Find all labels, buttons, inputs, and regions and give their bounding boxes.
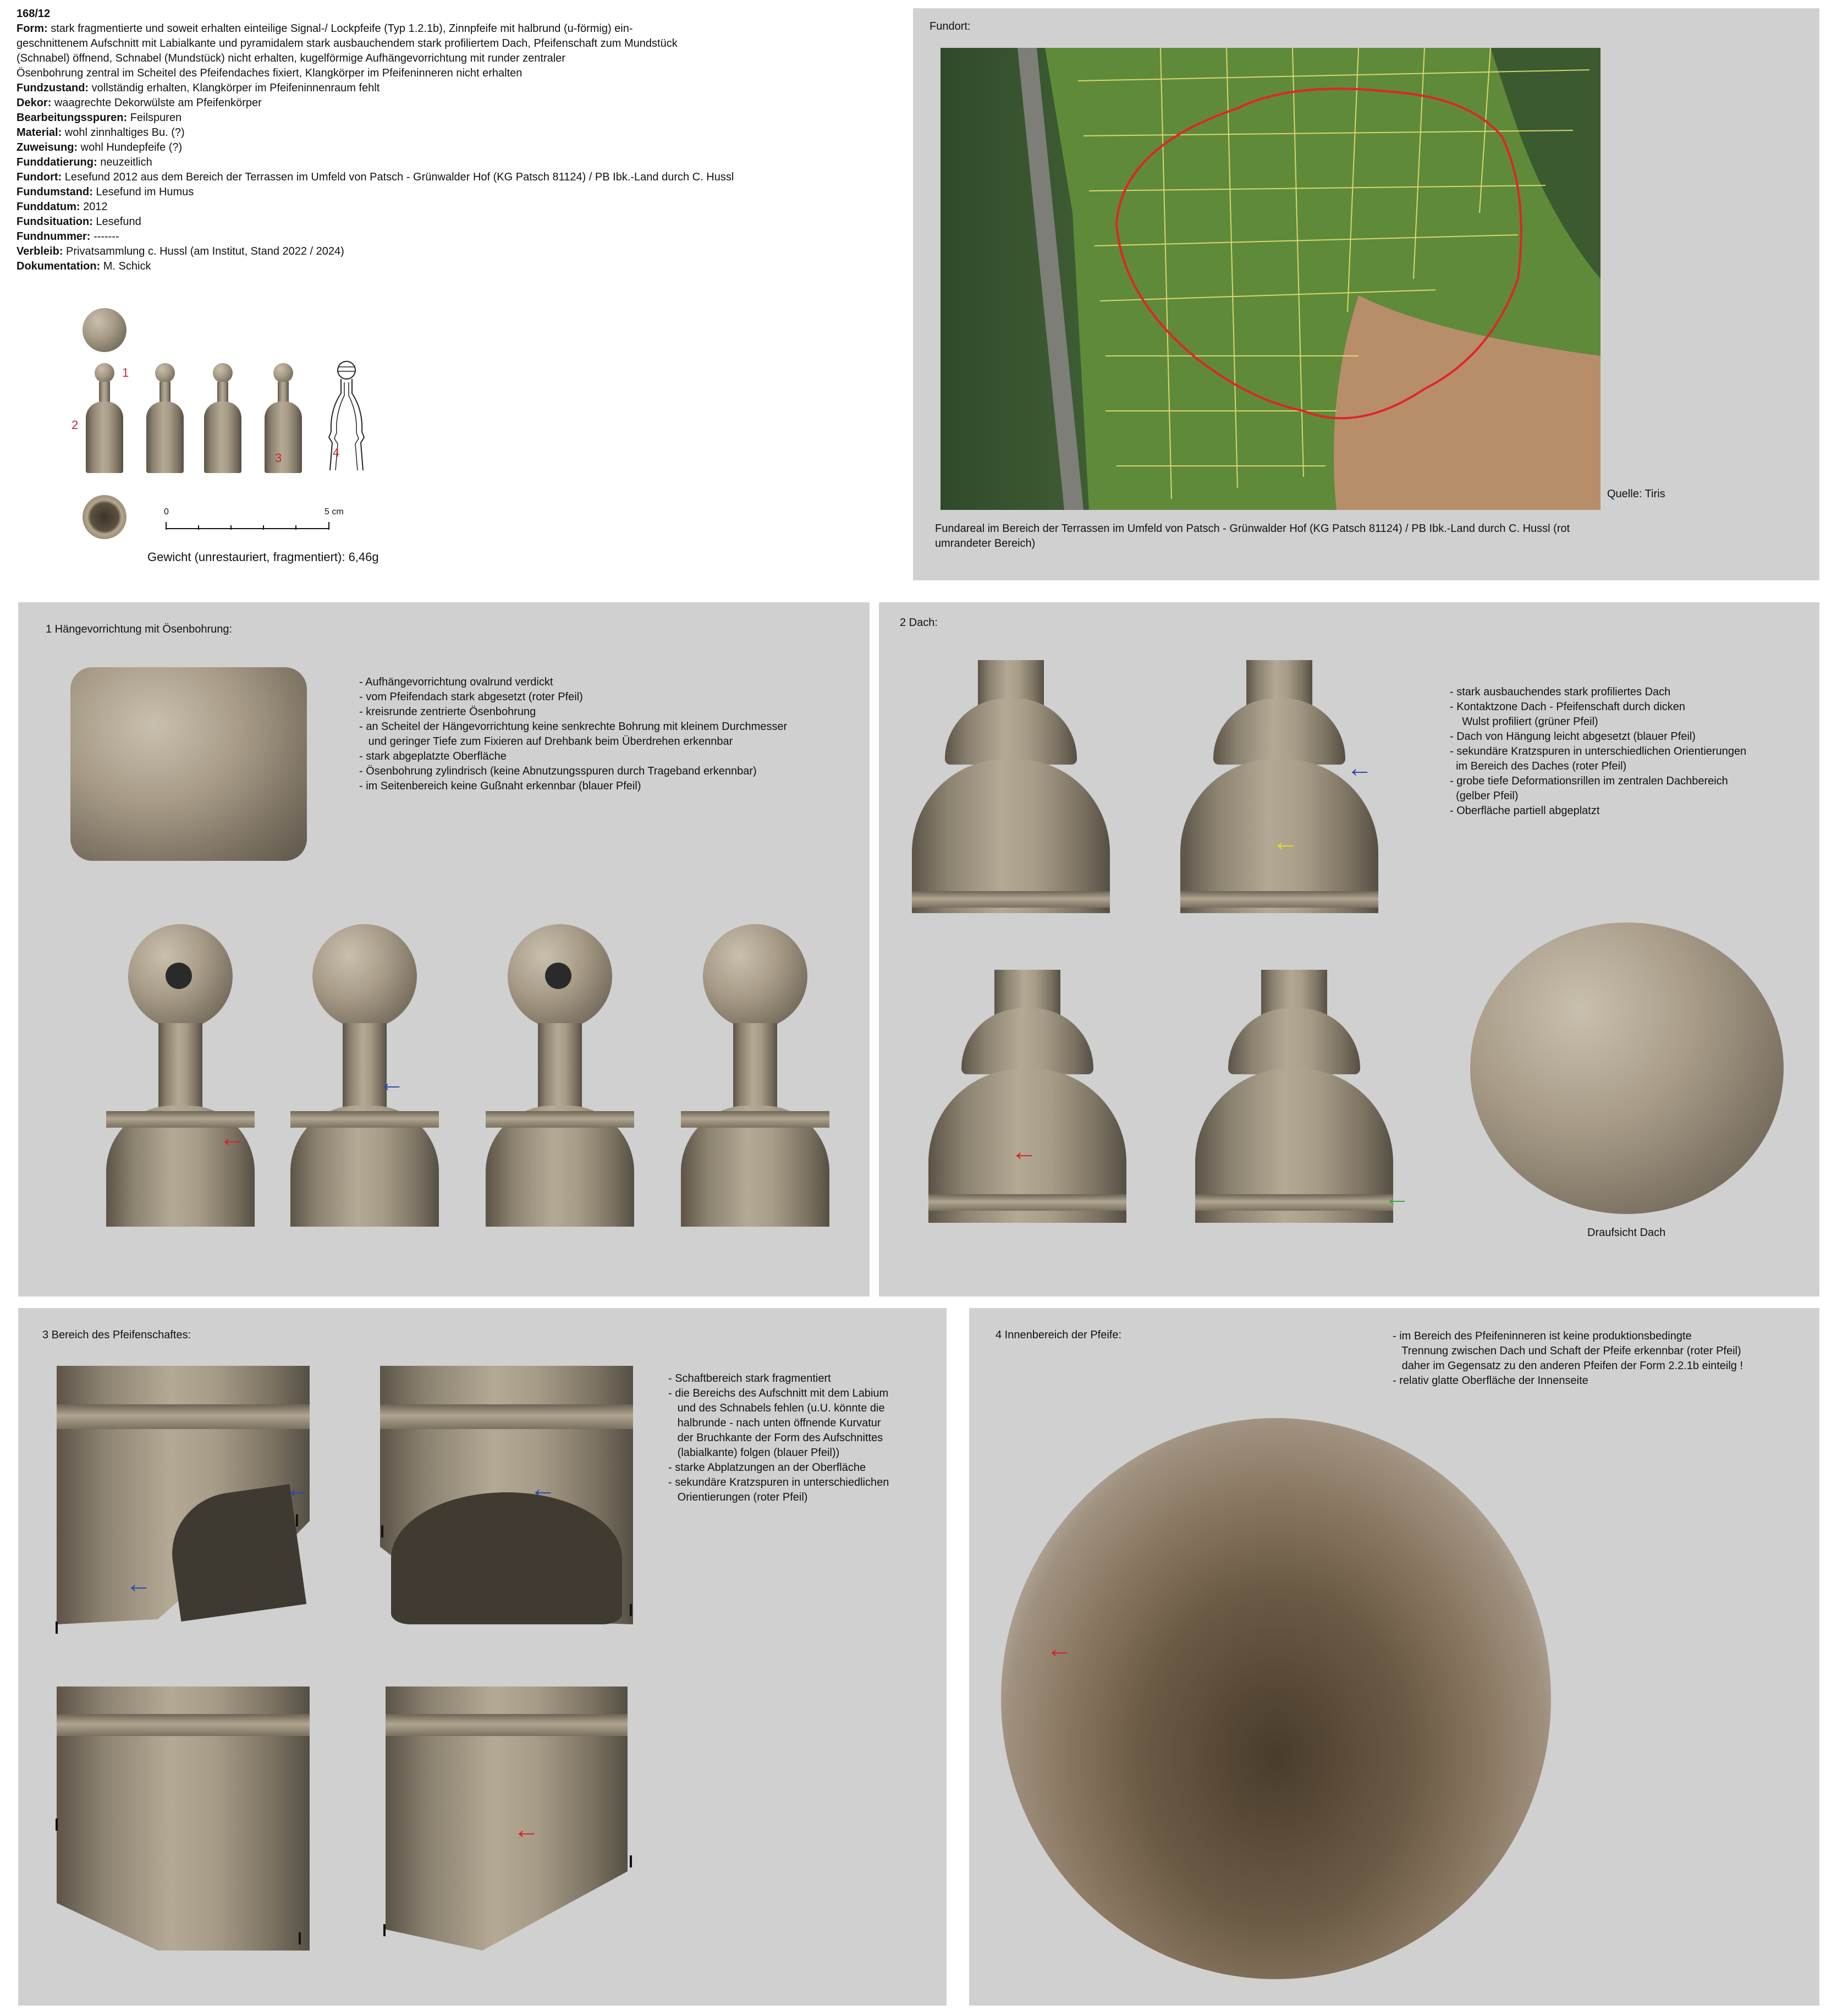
field-value: Feilspuren <box>127 112 182 124</box>
red-arrow-2: ← <box>1011 1137 1037 1166</box>
tick-mark <box>630 1604 632 1616</box>
panel3-title: 3 Bereich des Pfeifenschaftes: <box>42 1329 191 1341</box>
roof-view-3-photo <box>928 970 1126 1223</box>
description-line <box>16 185 886 200</box>
field-value: wohl Hundepfeife (?) <box>78 141 183 153</box>
note-item: Trennung zwischen Dach und Schaft der Pfeife erkennbar (roter Pfeil) <box>1393 1345 1741 1357</box>
scale-bar <box>165 520 330 531</box>
description-line <box>16 125 886 140</box>
fundort-title: Fundort: <box>930 20 971 32</box>
red-arrow-1: ← <box>219 1123 245 1152</box>
aerial-map <box>941 48 1601 510</box>
field-value: neuzeitlich <box>97 156 152 168</box>
field-value: waagrechte Dekorwülste am Pfeifenkörper <box>51 97 262 109</box>
section-drawing <box>324 360 369 481</box>
description-line <box>16 200 886 215</box>
description-line <box>16 140 886 155</box>
note-item: daher im Gegensatz zu den anderen Pfeifen der Form 2.2.1b einteilg ! <box>1393 1360 1744 1372</box>
object-description <box>16 7 886 274</box>
panel1-notes <box>359 675 787 794</box>
note-item: - Oberfläche partiell abgeplatzt <box>1450 805 1600 817</box>
note-item: - die Bereichs des Aufschnitt mit dem Labium <box>668 1387 889 1399</box>
panel2-title: 2 Dach: <box>900 617 938 629</box>
field-value: wohl zinnhaltiges Bu. (?) <box>62 127 185 139</box>
note-item: halbrunde - nach unten öffnende Kurvatur <box>668 1417 881 1429</box>
description-line <box>16 229 886 244</box>
note-item: der Bruchkante der Form des Aufschnittes <box>668 1432 883 1444</box>
field-key: Dokumentation: <box>16 260 101 272</box>
note-item: - Aufhängevorrichtung ovalrund verdickt <box>359 676 553 688</box>
description-line <box>16 244 886 259</box>
blue-arrow-3: ← <box>285 1474 311 1503</box>
panel-pfeifenschaft <box>18 1308 947 2006</box>
yellow-arrow: ← <box>1272 827 1299 856</box>
fundort-caption-line-2: umrandeter Bereich) <box>935 537 1036 550</box>
scale-end-label: 5 cm <box>324 507 344 517</box>
note-item: - starke Abplatzungen an der Oberfläche <box>668 1462 866 1474</box>
bottom-view-photo <box>82 495 127 539</box>
field-key: Fundumstand: <box>16 186 93 198</box>
field-key: Fundnummer: <box>16 230 91 243</box>
panel1-title: 1 Hängevorrichtung mit Ösenbohrung: <box>46 623 233 635</box>
top-view-photo <box>82 308 127 352</box>
view-label-4: 4 <box>333 446 340 459</box>
suspension-top-photo <box>70 667 307 861</box>
field-value: M. Schick <box>100 260 151 272</box>
note-item: - stark ausbauchendes stark profiliertes Dach <box>1450 686 1671 698</box>
note-item: - grobe tiefe Deformationsrillen im zentralen Dachbereich <box>1450 775 1728 787</box>
panel3-notes <box>668 1371 889 1505</box>
blue-arrow-1: ← <box>378 1068 405 1097</box>
tick-mark <box>381 1525 383 1537</box>
field-key: Bearbeitungsspuren: <box>16 112 128 124</box>
field-value: Lesefund 2012 aus dem Bereich der Terrassen im Umfeld von Patsch - Grünwalder Hof (KG Patsch 81124) / PB Ibk.-Land durch C. Hussl <box>62 171 734 183</box>
description-line <box>16 66 886 81</box>
note-item: - sekundäre Kratzspuren in unterschiedlichen Orientierungen <box>1450 745 1747 757</box>
description-line <box>16 155 886 170</box>
shaft-view-3-photo <box>57 1687 310 1951</box>
description-line <box>16 96 886 111</box>
panel-innenbereich <box>969 1308 1819 2006</box>
note-item: - kreisrunde zentrierte Ösenbohrung <box>359 706 536 718</box>
tick-mark <box>56 1819 58 1831</box>
blue-arrow-4: ← <box>125 1569 152 1598</box>
description-line <box>16 81 886 96</box>
pipe-view-4-photo <box>261 363 305 473</box>
note-item: (gelber Pfeil) <box>1450 790 1519 802</box>
note-item: - Kontaktzone Dach - Pfeifenschaft durch dicken <box>1450 701 1686 713</box>
field-key: Funddatum: <box>16 201 80 213</box>
suspension-view-2-photo <box>290 924 439 1227</box>
panel2-notes <box>1450 685 1746 819</box>
roof-top-view-photo <box>1470 922 1784 1214</box>
view-label-3: 3 <box>275 451 282 465</box>
panel-dach <box>879 602 1819 1297</box>
note-item: und des Schnabels fehlen (u.U. könnte die <box>668 1402 885 1414</box>
blue-arrow-2: ← <box>1346 754 1373 783</box>
field-value: Lesefund im Humus <box>92 186 194 198</box>
field-key: Form: <box>16 23 48 35</box>
note-item: - Ösenbohrung zylindrisch (keine Abnutzungsspuren durch Trageband erkennbar) <box>359 765 757 777</box>
tick-mark <box>296 1514 298 1526</box>
note-item: - Dach von Hängung leicht abgesetzt (blauer Pfeil) <box>1450 730 1696 743</box>
field-key: Fundsituation: <box>16 216 93 228</box>
note-item: und geringer Tiefe zum Fixieren auf Drehbank beim Überdrehen erkennbar <box>359 735 733 748</box>
red-arrow-4: ← <box>1046 1634 1072 1663</box>
tick-mark <box>630 1855 632 1867</box>
description-line <box>16 51 886 66</box>
map-source: Quelle: Tiris <box>1607 488 1665 500</box>
field-value: ------- <box>90 230 119 243</box>
field-value: Ösenbohrung zentral im Scheitel des Pfeifendaches fixiert, Klangkörper im Pfeifeninneren nicht erhalten <box>16 67 522 79</box>
shaft-view-2-photo <box>380 1366 633 1624</box>
field-key: Verbleib: <box>16 245 63 257</box>
scale-start-label: 0 <box>164 507 169 517</box>
note-item: - an Scheitel der Hängevorrichtung keine senkrechte Bohrung mit kleinem Durchmesser <box>359 721 788 733</box>
suspension-view-1-photo <box>106 924 255 1227</box>
red-arrow-3: ← <box>513 1815 540 1844</box>
tick-mark <box>383 1924 386 1936</box>
view-label-2: 2 <box>72 418 79 432</box>
roof-view-1-photo <box>912 660 1110 913</box>
fundort-panel <box>913 8 1819 580</box>
weight-label: Gewicht (unrestauriert, fragmentiert): 6,46g <box>147 550 379 564</box>
note-item: - stark abgeplatzte Oberfläche <box>359 750 507 762</box>
overview-figure <box>72 308 424 561</box>
note-item: (labialkante) folgen (blauer Pfeil)) <box>668 1447 840 1459</box>
description-line <box>16 21 886 36</box>
panel-haengevorrichtung <box>18 602 870 1297</box>
panel4-notes <box>1393 1329 1743 1388</box>
fundort-caption-line-1: Fundareal im Bereich der Terrassen im Umfeld von Patsch - Grünwalder Hof (KG Patsch 81124) / PB Ibk.-Land durch C. Hussl (rot <box>935 523 1570 535</box>
field-key: Fundort: <box>16 171 62 183</box>
description-line <box>16 111 886 125</box>
field-value: vollständig erhalten, Klangkörper im Pfeifeninnenraum fehlt <box>89 82 380 94</box>
green-arrow: ← <box>1384 1183 1410 1212</box>
description-line <box>16 36 886 51</box>
note-item: - im Seitenbereich keine Gußnaht erkennbar (blauer Pfeil) <box>359 780 641 792</box>
description-line <box>16 259 886 274</box>
field-key: Funddatierung: <box>16 156 97 168</box>
object-id: 168/12 <box>16 8 51 20</box>
field-key: Dekor: <box>16 97 52 109</box>
panel4-title: 4 Innenbereich der Pfeife: <box>996 1329 1122 1341</box>
field-value: Lesefund <box>92 216 141 228</box>
field-value: (Schnabel) öffnend, Schnabel (Mundstück) nicht erhalten, kugelförmige Aufhängevorrichtung mit runder zentraler <box>16 52 565 64</box>
shaft-view-1-photo <box>57 1366 310 1624</box>
note-item: im Bereich des Daches (roter Pfeil) <box>1450 760 1627 772</box>
description-line <box>16 170 886 185</box>
field-key: Material: <box>16 127 62 139</box>
pipe-view-2-photo <box>143 363 187 473</box>
note-item: Wulst profiliert (grüner Pfeil) <box>1450 716 1598 728</box>
pipe-view-3-photo <box>201 363 245 473</box>
roof-view-2-photo <box>1180 660 1378 913</box>
view-label-1: 1 <box>122 366 129 380</box>
suspension-view-4-photo <box>681 924 829 1227</box>
note-item: - vom Pfeifendach stark abgesetzt (roter Pfeil) <box>359 691 583 703</box>
pipe-view-1-photo <box>82 363 127 473</box>
tick-mark <box>299 1932 301 1944</box>
note-item: - relativ glatte Oberfläche der Innenseite <box>1393 1375 1588 1387</box>
roof-top-view-label: Draufsicht Dach <box>1587 1227 1666 1239</box>
field-key: Fundzustand: <box>16 82 89 94</box>
blue-arrow-5: ← <box>530 1474 556 1503</box>
field-key: Zuweisung: <box>16 141 78 153</box>
note-item: - Schaftbereich stark fragmentiert <box>668 1372 831 1385</box>
interior-photo <box>1001 1418 1551 1979</box>
suspension-view-3-photo <box>486 924 634 1227</box>
shaft-view-4-photo <box>386 1687 628 1951</box>
field-value: stark fragmentierte und soweit erhalten einteilige Signal-/ Lockpfeife (Typ 1.2.1b), Zinnpfeife mit halbrund (u-förmig) ein- <box>47 23 633 35</box>
note-item: Orientierungen (roter Pfeil) <box>668 1491 808 1503</box>
tick-mark <box>56 1622 58 1634</box>
note-item: - sekundäre Kratzspuren in unterschiedlichen <box>668 1476 889 1488</box>
field-value: Privatsammlung c. Hussl (am Institut, Stand 2022 / 2024) <box>63 245 344 257</box>
field-value: 2012 <box>80 201 108 213</box>
description-line <box>16 215 886 229</box>
field-value: geschnittenem Aufschnitt mit Labialkante und pyramidalem stark ausbauchendem stark profiliertem Dach, Pfeifenschaft zum Mundstück <box>16 37 678 50</box>
roof-view-4-photo <box>1195 970 1393 1223</box>
note-item: - im Bereich des Pfeifeninneren ist keine produktionsbedingte <box>1393 1330 1692 1342</box>
